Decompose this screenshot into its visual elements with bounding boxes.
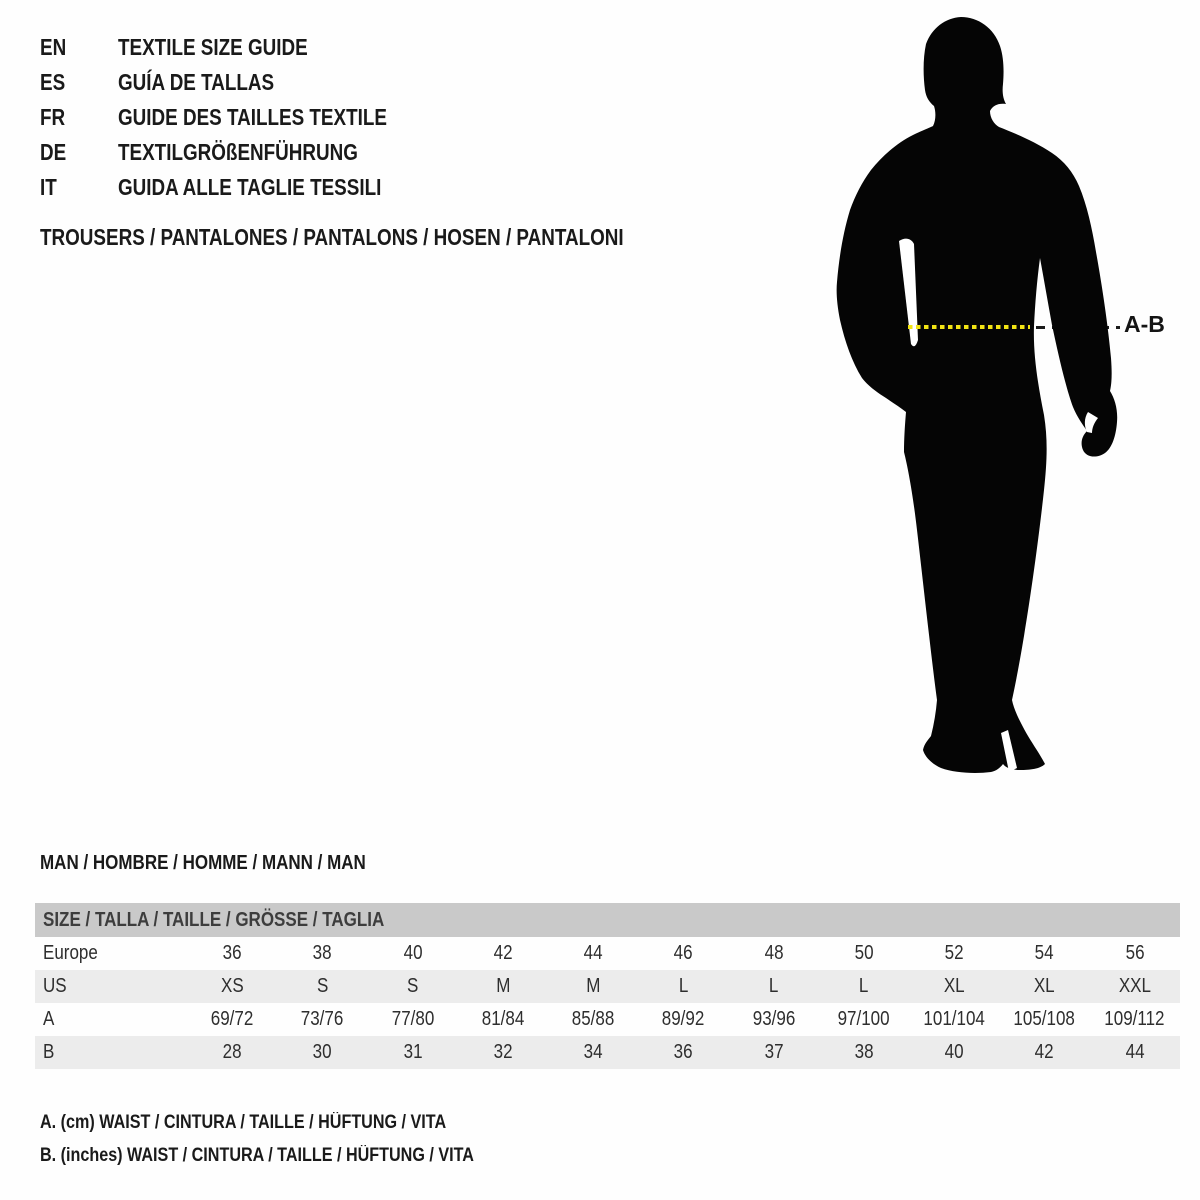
cell-value: 56 <box>1125 942 1145 964</box>
cell-value: 109/112 <box>1104 1008 1165 1030</box>
cell-value: 32 <box>493 1041 513 1063</box>
cell-value: 93/96 <box>752 1008 796 1030</box>
cell-value: 36 <box>674 1041 693 1063</box>
table-row-b-inches <box>35 1036 1180 1069</box>
size-table-header-text: SIZE / TALLA / TAILLE / GRÖSSE / TAGLIA <box>43 909 385 931</box>
language-code: DE <box>40 139 67 165</box>
cell-value: XS <box>220 975 244 997</box>
cell-value: 101/104 <box>923 1008 986 1030</box>
section-title-text: MAN / HOMBRE / HOMME / MANN / MAN <box>40 852 366 874</box>
measure-label-ab: A-B <box>1124 311 1165 337</box>
cell-value: 77/80 <box>391 1008 434 1030</box>
language-code: FR <box>40 104 66 130</box>
cell-value: 44 <box>583 942 603 964</box>
table-row-europe <box>35 937 1180 970</box>
cell-value: M <box>586 975 601 997</box>
cell-value: 42 <box>493 942 513 964</box>
cell-value: 89/92 <box>662 1008 705 1030</box>
row-label: Europe <box>43 942 98 964</box>
note-b-text: B. (inches) WAIST / CINTURA / TAILLE / HÜFTUNG / VITA <box>40 1145 474 1166</box>
waist-measure-dotted-line <box>908 325 1030 329</box>
man-silhouette-body <box>837 17 1118 773</box>
section-title <box>40 848 423 878</box>
cell-value: 97/100 <box>838 1008 891 1030</box>
cell-value: L <box>678 975 689 997</box>
cell-value: 38 <box>854 1041 874 1063</box>
size-table-header <box>35 903 1180 937</box>
cell-value: 81/84 <box>481 1008 525 1030</box>
cell-value: XXL <box>1118 975 1151 997</box>
cell-value: M <box>495 975 511 997</box>
cell-value: 85/88 <box>571 1008 615 1030</box>
cell-value: 50 <box>854 942 874 964</box>
cell-value: 38 <box>312 942 332 964</box>
cell-value: XL <box>943 975 965 997</box>
language-title: GUÍA DE TALLAS <box>118 69 275 95</box>
table-row-us <box>35 970 1180 1003</box>
cell-value: L <box>859 975 869 997</box>
row-label: A <box>43 1008 55 1030</box>
row-label: US <box>43 975 67 997</box>
cell-value: 30 <box>312 1041 332 1063</box>
cell-value: 52 <box>944 942 964 964</box>
cell-value: S <box>316 975 329 997</box>
category-title <box>40 222 752 252</box>
cell-value: 73/76 <box>301 1008 344 1030</box>
cell-value: 37 <box>764 1041 784 1063</box>
language-code: IT <box>40 174 57 200</box>
language-code: ES <box>40 69 66 95</box>
cell-value: L <box>769 975 779 997</box>
note-a-text: A. (cm) WAIST / CINTURA / TAILLE / HÜFTUNG / VITA <box>40 1112 447 1133</box>
cell-value: 31 <box>403 1041 423 1063</box>
cell-value: 54 <box>1035 942 1055 964</box>
note-a-cm <box>40 1106 551 1139</box>
language-title: GUIDA ALLE TAGLIE TESSILI <box>118 174 382 200</box>
cell-value: XL <box>1034 975 1055 997</box>
language-title: TEXTILE SIZE GUIDE <box>118 34 308 60</box>
cell-value: 105/108 <box>1013 1008 1076 1030</box>
cell-value: 44 <box>1125 1041 1145 1063</box>
cell-value: 42 <box>1035 1041 1055 1063</box>
cell-value: 40 <box>403 942 423 964</box>
category-title-text: TROUSERS / PANTALONES / PANTALONS / HOSEN / PANTALONI <box>40 224 624 250</box>
language-title: TEXTILGRÖßENFÜHRUNG <box>118 139 358 165</box>
cell-value: 48 <box>764 942 784 964</box>
size-table <box>35 903 1180 1069</box>
cell-value: 36 <box>222 942 242 964</box>
table-row-a-cm <box>35 1003 1180 1036</box>
cell-value: S <box>407 975 419 997</box>
note-b-inches <box>40 1139 551 1172</box>
language-code: EN <box>40 34 67 60</box>
cell-value: 46 <box>674 942 693 964</box>
measurement-notes <box>40 1106 551 1172</box>
language-title: GUIDE DES TAILLES TEXTILE <box>118 104 387 130</box>
cell-value: 34 <box>583 1041 603 1063</box>
cell-value: 40 <box>944 1041 964 1063</box>
man-silhouette-icon <box>820 0 1200 800</box>
cell-value: 28 <box>222 1041 242 1063</box>
row-label: B <box>43 1041 55 1063</box>
cell-value: 69/72 <box>210 1008 254 1030</box>
